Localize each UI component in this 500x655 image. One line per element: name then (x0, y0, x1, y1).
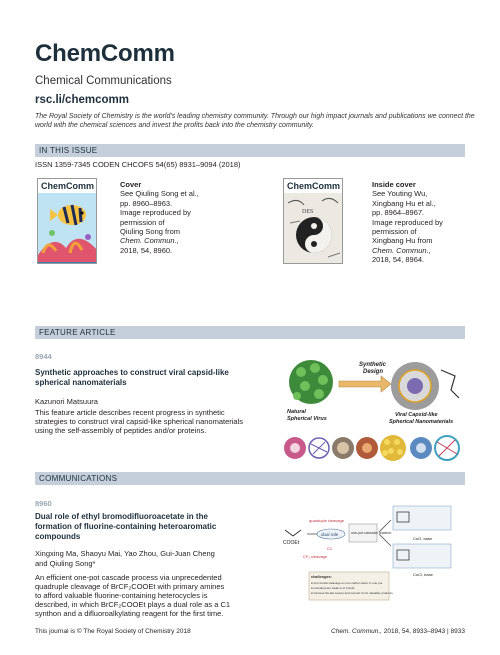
cover-masthead: ChemComm (287, 181, 341, 191)
reagent-label: COOEt (283, 540, 300, 546)
inside-cover-caption (372, 180, 452, 265)
abstract-line: described, in which BrCF₂COOEt plays a dual role as a C1 (35, 600, 231, 609)
cover-caption-line: Qiuling Song from (120, 227, 181, 237)
quadruple-label: quadruple cleavage (309, 518, 344, 523)
cover-caption-line: 2018, 54, 8964. (372, 255, 425, 265)
journal-url[interactable]: rsc.li/chemcomm (35, 94, 129, 106)
abstract-line: using the self-assembly of peptides and/or proteins. (35, 426, 207, 435)
communication-title-line: formation of fluorine-containing heteroaromatic (35, 522, 217, 531)
abstract-line: to afford valuable fluorine-containing heterocycles is (35, 591, 208, 600)
rsc-blurb: The Royal Society of Chemistry is the world's leading chemistry community. Through our high impact journals and publications we connect the world with the chemical sciences and invest the profits back into the chemistry community. (35, 113, 475, 129)
dual-role-label: dual role (321, 532, 339, 537)
feature-graphical-abstract (283, 354, 465, 466)
abstract-line: This feature article describes recent progress in synthetic (35, 408, 225, 417)
challenge-2: ● including two weak C–F bonds (311, 586, 355, 590)
c1-label: C1 (327, 546, 333, 551)
article-title-line: Synthetic approaches to construct viral capsid-like (35, 368, 229, 377)
abstract-line: quadruple cleavage of BrCF₂COOEt with primary amines (35, 582, 225, 591)
challenge-1: ● four bonds cleavage on one carbon atom in one pot (311, 581, 383, 585)
reaction-cond-2: CuCl, base (413, 572, 433, 577)
arrow-label-1: Synthetic (359, 362, 387, 368)
reaction-cond-1: CuO, base (413, 536, 433, 541)
issn-line: ISSN 1359-7345 CODEN CHCOFS 54(65) 8931–9094 (2018) (35, 160, 241, 169)
article-title[interactable] (35, 368, 275, 388)
cover-artwork-yinyang (284, 193, 343, 264)
cover-image[interactable] (37, 178, 97, 264)
inside-cover-image[interactable] (283, 178, 343, 264)
svg-text:DES: DES (302, 209, 314, 215)
cover-caption (120, 180, 200, 255)
footer-page-info: 2018, 54, 8933–8943 | 8933 (381, 628, 465, 635)
cover-caption-line: Chem. Commun., (372, 245, 431, 255)
capsid-caption-1: Viral Capsid-like (395, 412, 438, 418)
section-bar-in-this-issue: IN THIS ISSUE (35, 144, 465, 157)
cover-caption-line: pp. 8960–8963. (120, 198, 173, 208)
section-bar-feature-article: FEATURE ARTICLE (35, 326, 465, 339)
cover-caption-line: Image reproduced by (372, 217, 443, 227)
footer-copyright: This journal is © The Royal Society of Chemistry 2018 (35, 628, 191, 635)
cover-caption-line: Xingbang Hu et al., (372, 198, 436, 208)
cover-caption-line: 2018, 54, 8960. (120, 245, 173, 255)
communication-authors (35, 549, 275, 569)
author-line: and Qiuling Song* (35, 559, 96, 568)
cover-caption-line: See Qiuling Song et al., (120, 189, 199, 199)
journal-title: ChemComm (35, 40, 175, 67)
article-authors: Kazunori Matsuura (35, 397, 98, 406)
article-title-line: spherical nanomaterials (35, 378, 127, 387)
journal-subtitle: Chemical Communications (35, 75, 172, 87)
cf2-label: CF₂ cleavage (303, 554, 328, 559)
cover-caption-line: permission of (120, 217, 165, 227)
communication-title-line: compounds (35, 532, 81, 541)
cover-masthead: ChemComm (41, 181, 95, 191)
capsid-caption-2: Spherical Nanomaterials (389, 419, 454, 425)
cover-caption-line: Chem. Commun., (120, 236, 179, 246)
communication-page-number[interactable]: 8960 (35, 499, 52, 508)
cover-caption-line: See Youting Wu, (372, 189, 428, 199)
cover-caption-line: permission of (372, 227, 417, 237)
article-abstract (35, 408, 285, 435)
section-bar-communications: COMMUNICATIONS (35, 472, 465, 485)
cover-caption-head: Cover (120, 180, 142, 189)
abstract-line: synthon and a difluoroalkylating reagent for the first time. (35, 609, 224, 618)
cover-artwork-coral (38, 193, 97, 264)
article-page-number[interactable]: 8944 (35, 352, 52, 361)
abstract-line: An efficient one-pot cascade process via unprecedented (35, 573, 222, 582)
cover-caption-line: Image reproduced by (120, 208, 191, 218)
cover-caption-line: pp. 8964–8967. (372, 208, 425, 218)
footer-journal: Chem. Commun., (331, 628, 382, 635)
challenge-3: ● harness the EA source and convert it into valuable products (311, 591, 393, 595)
footer-citation (331, 628, 465, 635)
cover-caption-line: Xingbang Hu from (372, 236, 433, 246)
author-line: Xingxing Ma, Shaoyu Mai, Yao Zhou, Gui-Juan Cheng (35, 549, 215, 558)
arrow-label-2: Design (363, 369, 384, 375)
communication-graphical-abstract (283, 500, 465, 612)
communication-abstract (35, 573, 285, 618)
virus-caption-1: Natural (287, 409, 306, 415)
cascade-label: one-pot cascade reaction (351, 531, 392, 535)
communication-title-line: Dual role of ethyl bromodifluoroacetate in the (35, 512, 208, 521)
abstract-line: strategies to construct viral capsid-like spherical nanomaterials (35, 417, 244, 426)
virus-caption-2: Spherical Virus (287, 416, 327, 422)
challenges-heading: challenges: (311, 575, 332, 579)
cover-caption-head: Inside cover (372, 180, 416, 189)
communication-title[interactable] (35, 512, 275, 542)
